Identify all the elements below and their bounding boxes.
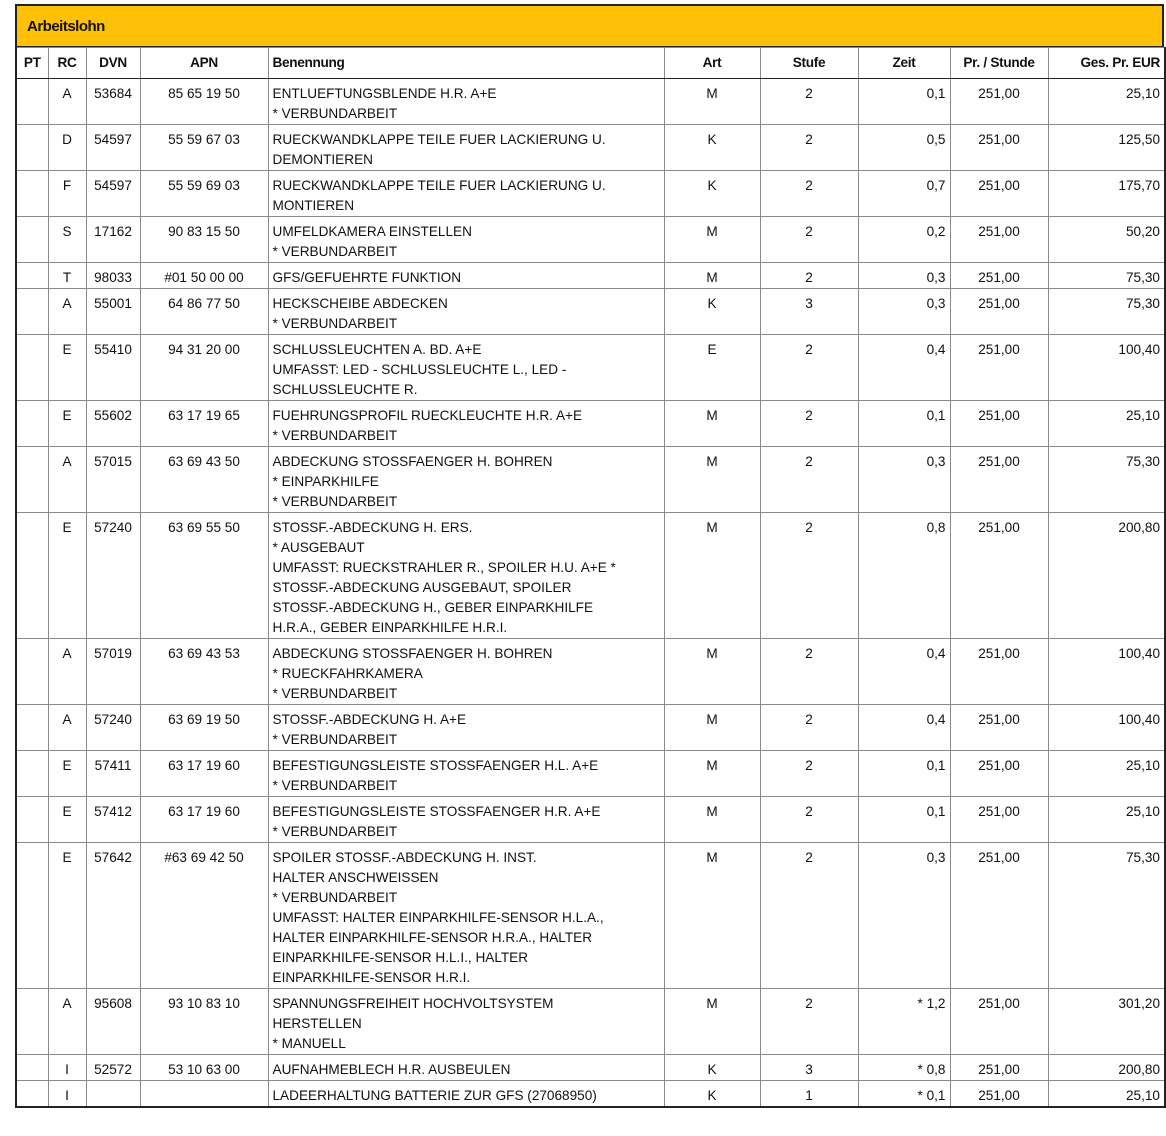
cell-zeit: 0,4 xyxy=(858,639,950,705)
cell-apn: 64 86 77 50 xyxy=(140,289,268,335)
cell-benennung xyxy=(268,263,664,289)
cell-stufe: 2 xyxy=(760,843,858,989)
cell-rc: F xyxy=(48,171,86,217)
description-line: MONTIEREN xyxy=(272,198,355,213)
cell-zeit: * 1,2 xyxy=(858,989,950,1055)
cell-total: 100,40 xyxy=(1048,639,1165,705)
cell-dvn: 57240 xyxy=(86,513,140,639)
cell-pt xyxy=(16,171,48,217)
cell-price-hour: 251,00 xyxy=(950,335,1048,401)
cell-total: 75,30 xyxy=(1048,289,1165,335)
cell-art: M xyxy=(664,705,760,751)
col-header-apn: APN xyxy=(140,48,268,79)
cell-total: 200,80 xyxy=(1048,1055,1165,1081)
cell-dvn: 98033 xyxy=(86,263,140,289)
description-line: * VERBUNDARBEIT xyxy=(272,106,398,121)
cell-benennung xyxy=(268,335,664,401)
cell-price-hour: 251,00 xyxy=(950,79,1048,125)
cell-pt xyxy=(16,401,48,447)
cell-benennung xyxy=(268,1081,664,1108)
cell-stufe: 2 xyxy=(760,751,858,797)
description-line: * VERBUNDARBEIT xyxy=(272,316,398,331)
description-line: DEMONTIEREN xyxy=(272,152,373,167)
cell-zeit: 0,1 xyxy=(858,79,950,125)
cell-price-hour: 251,00 xyxy=(950,513,1048,639)
table-row xyxy=(16,513,1165,639)
col-header-stufe: Stufe xyxy=(760,48,858,79)
cell-dvn: 54597 xyxy=(86,125,140,171)
description-line: SPOILER STOSSF.-ABDECKUNG H. INST. xyxy=(272,850,537,865)
cell-rc: A xyxy=(48,989,86,1055)
cell-apn: 63 69 43 50 xyxy=(140,447,268,513)
cell-zeit: 0,2 xyxy=(858,217,950,263)
cell-art: K xyxy=(664,1081,760,1108)
cell-total: 25,10 xyxy=(1048,1081,1165,1108)
cell-benennung xyxy=(268,989,664,1055)
cell-art: K xyxy=(664,289,760,335)
cell-stufe: 2 xyxy=(760,797,858,843)
cell-zeit: * 0,1 xyxy=(858,1081,950,1108)
description-line: LADEERHALTUNG BATTERIE ZUR GFS (27068950) xyxy=(272,1088,597,1103)
cell-rc: E xyxy=(48,843,86,989)
cell-total: 25,10 xyxy=(1048,79,1165,125)
cell-apn xyxy=(140,1081,268,1108)
cell-dvn: 57240 xyxy=(86,705,140,751)
cell-dvn: 54597 xyxy=(86,171,140,217)
cell-dvn xyxy=(86,1081,140,1108)
cell-zeit: 0,3 xyxy=(858,447,950,513)
description-line: * VERBUNDARBEIT xyxy=(272,890,398,905)
cell-apn: 94 31 20 00 xyxy=(140,335,268,401)
table-row xyxy=(16,989,1165,1055)
cell-rc: A xyxy=(48,79,86,125)
description-line: EINPARKHILFE-SENSOR H.R.I. xyxy=(272,970,471,985)
section-title: Arbeitslohn xyxy=(15,4,1164,47)
table-row xyxy=(16,263,1165,289)
description-line: H.R.A., GEBER EINPARKHILFE H.R.I. xyxy=(272,620,508,635)
cell-stufe: 1 xyxy=(760,1081,858,1108)
description-line: STOSSF.-ABDECKUNG H. ERS. xyxy=(272,520,473,535)
cell-stufe: 2 xyxy=(760,335,858,401)
cell-zeit: 0,7 xyxy=(858,171,950,217)
cell-total: 175,70 xyxy=(1048,171,1165,217)
cell-price-hour: 251,00 xyxy=(950,401,1048,447)
cell-apn: 55 59 69 03 xyxy=(140,171,268,217)
description-line: RUECKWANDKLAPPE TEILE FUER LACKIERUNG U. xyxy=(272,132,606,147)
labor-section xyxy=(15,4,1164,1108)
description-line: ENTLUEFTUNGSBLENDE H.R. A+E xyxy=(272,86,497,101)
cell-stufe: 2 xyxy=(760,125,858,171)
cell-zeit: 0,1 xyxy=(858,751,950,797)
cell-price-hour: 251,00 xyxy=(950,289,1048,335)
cell-rc: D xyxy=(48,125,86,171)
description-line: ABDECKUNG STOSSFAENGER H. BOHREN xyxy=(272,646,553,661)
cell-price-hour: 251,00 xyxy=(950,1081,1048,1108)
cell-art: K xyxy=(664,1055,760,1081)
col-header-price-hour: Pr. / Stunde xyxy=(950,48,1048,79)
cell-pt xyxy=(16,797,48,843)
description-line: * VERBUNDARBEIT xyxy=(272,778,398,793)
cell-art: M xyxy=(664,989,760,1055)
description-line: * AUSGEBAUT xyxy=(272,540,365,555)
table-header-row xyxy=(16,48,1165,79)
table-row xyxy=(16,125,1165,171)
col-header-art: Art xyxy=(664,48,760,79)
description-line: * VERBUNDARBEIT xyxy=(272,428,398,443)
cell-pt xyxy=(16,1055,48,1081)
col-header-pt: PT xyxy=(16,48,48,79)
cell-total: 100,40 xyxy=(1048,335,1165,401)
description-line: HECKSCHEIBE ABDECKEN xyxy=(272,296,448,311)
table-row xyxy=(16,401,1165,447)
cell-apn: 53 10 63 00 xyxy=(140,1055,268,1081)
cell-total: 75,30 xyxy=(1048,263,1165,289)
cell-benennung xyxy=(268,289,664,335)
cell-price-hour: 251,00 xyxy=(950,705,1048,751)
cell-dvn: 57411 xyxy=(86,751,140,797)
description-line: HERSTELLEN xyxy=(272,1016,362,1031)
cell-total: 200,80 xyxy=(1048,513,1165,639)
cell-price-hour: 251,00 xyxy=(950,171,1048,217)
description-line: SPANNUNGSFREIHEIT HOCHVOLTSYSTEM xyxy=(272,996,554,1011)
cell-rc: E xyxy=(48,401,86,447)
cell-apn: 63 17 19 65 xyxy=(140,401,268,447)
cell-dvn: 55602 xyxy=(86,401,140,447)
cell-total: 100,40 xyxy=(1048,705,1165,751)
cell-dvn: 17162 xyxy=(86,217,140,263)
cell-price-hour: 251,00 xyxy=(950,125,1048,171)
cell-benennung xyxy=(268,125,664,171)
cell-price-hour: 251,00 xyxy=(950,797,1048,843)
table-row xyxy=(16,705,1165,751)
cell-zeit: 0,4 xyxy=(858,705,950,751)
cell-price-hour: 251,00 xyxy=(950,217,1048,263)
cell-stufe: 2 xyxy=(760,705,858,751)
cell-stufe: 2 xyxy=(760,217,858,263)
cell-benennung xyxy=(268,639,664,705)
cell-apn: 63 69 43 53 xyxy=(140,639,268,705)
col-header-rc: RC xyxy=(48,48,86,79)
cell-stufe: 2 xyxy=(760,263,858,289)
cell-pt xyxy=(16,447,48,513)
cell-pt xyxy=(16,705,48,751)
table-row xyxy=(16,289,1165,335)
cell-total: 50,20 xyxy=(1048,217,1165,263)
table-row xyxy=(16,171,1165,217)
cell-dvn: 57412 xyxy=(86,797,140,843)
table-row xyxy=(16,217,1165,263)
cell-apn: 63 17 19 60 xyxy=(140,751,268,797)
cell-stufe: 2 xyxy=(760,171,858,217)
cell-stufe: 3 xyxy=(760,289,858,335)
cell-pt xyxy=(16,217,48,263)
cell-price-hour: 251,00 xyxy=(950,843,1048,989)
cell-art: M xyxy=(664,401,760,447)
labor-table xyxy=(15,47,1166,1108)
cell-zeit: * 0,8 xyxy=(858,1055,950,1081)
cell-dvn: 57642 xyxy=(86,843,140,989)
description-line: STOSSF.-ABDECKUNG H. A+E xyxy=(272,712,467,727)
description-line: * VERBUNDARBEIT xyxy=(272,494,398,509)
table-row xyxy=(16,751,1165,797)
cell-zeit: 0,8 xyxy=(858,513,950,639)
cell-dvn: 57019 xyxy=(86,639,140,705)
cell-zeit: 0,1 xyxy=(858,797,950,843)
cell-benennung xyxy=(268,513,664,639)
description-line: HALTER EINPARKHILFE-SENSOR H.R.A., HALTER xyxy=(272,930,593,945)
table-row xyxy=(16,79,1165,125)
cell-art: E xyxy=(664,335,760,401)
cell-art: M xyxy=(664,843,760,989)
cell-dvn: 57015 xyxy=(86,447,140,513)
cell-price-hour: 251,00 xyxy=(950,989,1048,1055)
cell-rc: E xyxy=(48,751,86,797)
cell-apn: 55 59 67 03 xyxy=(140,125,268,171)
cell-dvn: 53684 xyxy=(86,79,140,125)
cell-art: M xyxy=(664,513,760,639)
cell-benennung xyxy=(268,843,664,989)
cell-rc: A xyxy=(48,639,86,705)
cell-zeit: 0,1 xyxy=(858,401,950,447)
description-line: ABDECKUNG STOSSFAENGER H. BOHREN xyxy=(272,454,553,469)
cell-benennung xyxy=(268,797,664,843)
table-row xyxy=(16,1055,1165,1081)
cell-stufe: 3 xyxy=(760,1055,858,1081)
description-line: STOSSF.-ABDECKUNG H., GEBER EINPARKHILFE xyxy=(272,600,594,615)
cell-price-hour: 251,00 xyxy=(950,447,1048,513)
cell-stufe: 2 xyxy=(760,639,858,705)
cell-benennung xyxy=(268,751,664,797)
cell-benennung xyxy=(268,217,664,263)
col-header-zeit: Zeit xyxy=(858,48,950,79)
cell-rc: I xyxy=(48,1055,86,1081)
cell-art: M xyxy=(664,263,760,289)
col-header-benennung: Benennung xyxy=(268,48,664,79)
description-line: UMFELDKAMERA EINSTELLEN xyxy=(272,224,472,239)
cell-benennung xyxy=(268,447,664,513)
cell-pt xyxy=(16,79,48,125)
cell-apn: 63 69 19 50 xyxy=(140,705,268,751)
cell-dvn: 95608 xyxy=(86,989,140,1055)
description-line: RUECKWANDKLAPPE TEILE FUER LACKIERUNG U. xyxy=(272,178,606,193)
table-row xyxy=(16,335,1165,401)
description-line: * VERBUNDARBEIT xyxy=(272,244,398,259)
cell-art: M xyxy=(664,751,760,797)
description-line: * EINPARKHILFE xyxy=(272,474,379,489)
cell-zeit: 0,3 xyxy=(858,263,950,289)
cell-apn: 63 17 19 60 xyxy=(140,797,268,843)
cell-pt xyxy=(16,335,48,401)
cell-rc: E xyxy=(48,335,86,401)
cell-total: 125,50 xyxy=(1048,125,1165,171)
cell-rc: E xyxy=(48,513,86,639)
cell-pt xyxy=(16,263,48,289)
cell-pt xyxy=(16,989,48,1055)
cell-apn: #63 69 42 50 xyxy=(140,843,268,989)
table-row xyxy=(16,797,1165,843)
cell-pt xyxy=(16,843,48,989)
cell-benennung xyxy=(268,401,664,447)
description-line: SCHLUSSLEUCHTEN A. BD. A+E xyxy=(272,342,482,357)
cell-art: M xyxy=(664,217,760,263)
description-line: FUEHRUNGSPROFIL RUECKLEUCHTE H.R. A+E xyxy=(272,408,583,423)
description-line: HALTER ANSCHWEISSEN xyxy=(272,870,439,885)
cell-price-hour: 251,00 xyxy=(950,639,1048,705)
cell-dvn: 55410 xyxy=(86,335,140,401)
description-line: EINPARKHILFE-SENSOR H.L.I., HALTER xyxy=(272,950,529,965)
cell-stufe: 2 xyxy=(760,513,858,639)
description-line: BEFESTIGUNGSLEISTE STOSSFAENGER H.L. A+E xyxy=(272,758,599,773)
cell-art: M xyxy=(664,447,760,513)
cell-zeit: 0,3 xyxy=(858,289,950,335)
cell-zeit: 0,3 xyxy=(858,843,950,989)
description-line: GFS/GEFUEHRTE FUNKTION xyxy=(272,270,462,285)
col-header-total: Ges. Pr. EUR xyxy=(1048,48,1165,79)
cell-benennung xyxy=(268,79,664,125)
cell-benennung xyxy=(268,171,664,217)
description-line: UMFASST: LED - SCHLUSSLEUCHTE L., LED - xyxy=(272,362,567,377)
cell-zeit: 0,4 xyxy=(858,335,950,401)
cell-pt xyxy=(16,513,48,639)
description-line: * MANUELL xyxy=(272,1036,346,1051)
cell-pt xyxy=(16,125,48,171)
cell-rc: A xyxy=(48,289,86,335)
description-line: * RUECKFAHRKAMERA xyxy=(272,666,423,681)
cell-stufe: 2 xyxy=(760,989,858,1055)
description-line: UMFASST: HALTER EINPARKHILFE-SENSOR H.L.A., xyxy=(272,910,604,925)
cell-art: M xyxy=(664,797,760,843)
cell-stufe: 2 xyxy=(760,401,858,447)
cell-benennung xyxy=(268,705,664,751)
description-line: STOSSF.-ABDECKUNG AUSGEBAUT, SPOILER xyxy=(272,580,572,595)
col-header-dvn: DVN xyxy=(86,48,140,79)
cell-stufe: 2 xyxy=(760,447,858,513)
description-line: BEFESTIGUNGSLEISTE STOSSFAENGER H.R. A+E xyxy=(272,804,601,819)
cell-total: 75,30 xyxy=(1048,447,1165,513)
cell-total: 25,10 xyxy=(1048,797,1165,843)
cell-rc: I xyxy=(48,1081,86,1108)
table-row xyxy=(16,639,1165,705)
cell-price-hour: 251,00 xyxy=(950,1055,1048,1081)
table-row xyxy=(16,843,1165,989)
cell-stufe: 2 xyxy=(760,79,858,125)
table-row xyxy=(16,1081,1165,1108)
cell-rc: A xyxy=(48,447,86,513)
description-line: * VERBUNDARBEIT xyxy=(272,824,398,839)
cell-rc: T xyxy=(48,263,86,289)
table-row xyxy=(16,447,1165,513)
table-body xyxy=(16,79,1165,1108)
cell-total: 75,30 xyxy=(1048,843,1165,989)
cell-art: K xyxy=(664,171,760,217)
cell-total: 301,20 xyxy=(1048,989,1165,1055)
cell-apn: #01 50 00 00 xyxy=(140,263,268,289)
cell-dvn: 52572 xyxy=(86,1055,140,1081)
cell-apn: 85 65 19 50 xyxy=(140,79,268,125)
cell-pt xyxy=(16,289,48,335)
description-line: SCHLUSSLEUCHTE R. xyxy=(272,382,418,397)
description-line: UMFASST: RUECKSTRAHLER R., SPOILER H.U. A+E * xyxy=(272,560,616,575)
cell-rc: S xyxy=(48,217,86,263)
cell-price-hour: 251,00 xyxy=(950,751,1048,797)
cell-total: 25,10 xyxy=(1048,751,1165,797)
cell-apn: 63 69 55 50 xyxy=(140,513,268,639)
cell-apn: 90 83 15 50 xyxy=(140,217,268,263)
cell-pt xyxy=(16,639,48,705)
cell-total: 25,10 xyxy=(1048,401,1165,447)
description-line: AUFNAHMEBLECH H.R. AUSBEULEN xyxy=(272,1062,511,1077)
cell-zeit: 0,5 xyxy=(858,125,950,171)
cell-art: K xyxy=(664,125,760,171)
cell-art: M xyxy=(664,79,760,125)
cell-art: M xyxy=(664,639,760,705)
description-line: * VERBUNDARBEIT xyxy=(272,732,398,747)
cell-pt xyxy=(16,751,48,797)
cell-dvn: 55001 xyxy=(86,289,140,335)
cell-rc: A xyxy=(48,705,86,751)
cell-apn: 93 10 83 10 xyxy=(140,989,268,1055)
cell-price-hour: 251,00 xyxy=(950,263,1048,289)
cell-benennung xyxy=(268,1055,664,1081)
cell-rc: E xyxy=(48,797,86,843)
description-line: * VERBUNDARBEIT xyxy=(272,686,398,701)
cell-pt xyxy=(16,1081,48,1108)
